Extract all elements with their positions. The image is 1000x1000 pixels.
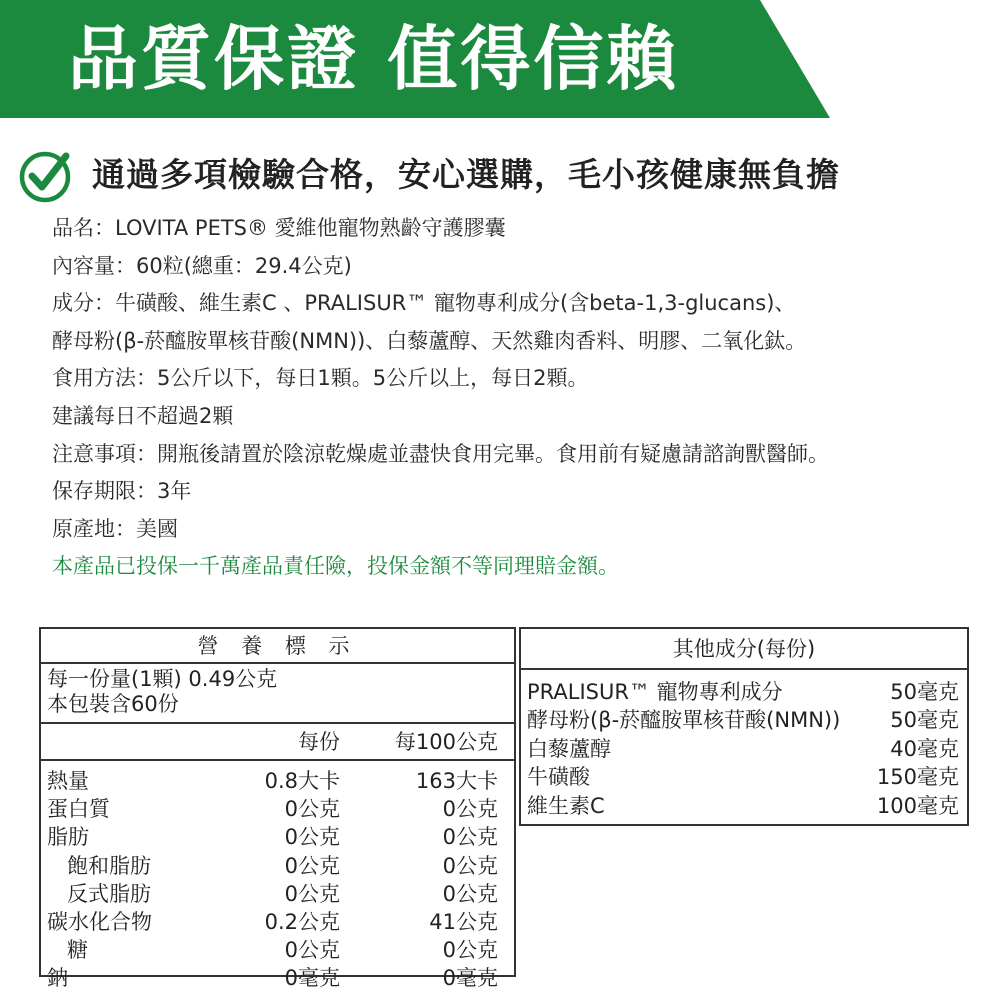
nutrition-row xyxy=(41,795,514,823)
col-per-100g: 每100公克 xyxy=(394,730,498,754)
other-ingredients-title: 其他成分(每份) xyxy=(521,629,967,670)
col-per-serving: 每份 xyxy=(298,730,340,754)
ingredient-row xyxy=(521,735,967,763)
per-serving-value: 0公克 xyxy=(284,797,340,822)
nutrition-row xyxy=(41,823,514,851)
nutrient-name: 熱量 xyxy=(47,769,89,793)
ingredient-amount: 50毫克 xyxy=(890,708,959,733)
daily-limit: 建議每日不超過2顆 xyxy=(52,403,234,428)
ingredients-line-1: 成分：牛磺酸、維生素C 、PRALISUR™ 寵物專利成分(含beta-1,3-glucans)、 xyxy=(52,291,796,316)
ingredient-name: 維生素C xyxy=(527,793,605,818)
nutrition-column-headers xyxy=(41,724,514,761)
insurance-note: 本產品已投保一千萬產品責任險，投保金額不等同理賠金額。 xyxy=(52,554,619,579)
per-100g-value: 0公克 xyxy=(442,853,498,878)
ingredient-amount: 50毫克 xyxy=(890,680,959,704)
nutrition-row xyxy=(41,852,514,880)
nutrition-row xyxy=(41,880,514,908)
ingredient-row xyxy=(521,763,967,791)
per-serving-value: 0公克 xyxy=(284,938,340,963)
nutrient-name: 飽和脂肪 xyxy=(67,853,151,878)
nutrition-row xyxy=(41,964,514,992)
other-ingredients-table xyxy=(519,627,969,826)
shelf-life: 保存期限：3年 xyxy=(52,479,192,504)
ingredient-name: PRALISUR™ 寵物專利成分 xyxy=(527,680,783,704)
nutrient-name: 鈉 xyxy=(47,966,68,991)
headline: 通過多項檢驗合格，安心選購，毛小孩健康無負擔 xyxy=(92,155,840,194)
per-100g-value: 0公克 xyxy=(442,797,498,822)
ingredient-amount: 150毫克 xyxy=(876,765,959,790)
per-100g-value: 163大卡 xyxy=(415,769,498,793)
nutrient-name: 蛋白質 xyxy=(47,797,110,822)
per-serving-value: 0.8大卡 xyxy=(264,769,340,793)
per-100g-value: 0公克 xyxy=(442,938,498,963)
banner-title: 品質保證 值得信賴 xyxy=(68,18,680,100)
nutrition-facts-table xyxy=(39,627,516,991)
origin: 原產地：美國 xyxy=(52,516,178,541)
per-serving-value: 0.2公克 xyxy=(264,909,340,934)
nutrient-name: 反式脂肪 xyxy=(67,881,151,906)
nutrient-name: 脂肪 xyxy=(47,825,89,850)
per-serving-value: 0公克 xyxy=(284,853,340,878)
nutrition-row xyxy=(41,767,514,795)
per-100g-value: 41公克 xyxy=(429,909,498,934)
per-serving-value: 0公克 xyxy=(284,825,340,850)
nutrient-name: 碳水化合物 xyxy=(47,909,152,934)
ingredient-name: 酵母粉(β-菸醯胺單核苷酸(NMN)) xyxy=(527,708,841,733)
precautions: 注意事項：開瓶後請置於陰涼乾燥處並盡快食用完畢。食用前有疑慮請諮詢獸醫師。 xyxy=(52,441,829,466)
per-100g-value: 0毫克 xyxy=(442,966,498,991)
nutrition-row xyxy=(41,936,514,964)
per-100g-value: 0公克 xyxy=(442,825,498,850)
nutrition-row xyxy=(41,908,514,936)
nutrient-name: 糖 xyxy=(67,938,88,963)
ingredients-line-2: 酵母粉(β-菸醯胺單核苷酸(NMN))、白藜蘆醇、天然雞肉香料、明膠、二氧化鈦。 xyxy=(52,328,807,353)
product-name: 品名：LOVITA PETS® 愛維他寵物熟齡守護膠囊 xyxy=(52,216,506,240)
ingredient-row xyxy=(521,706,967,734)
servings-per-pack: 本包裝含60份 xyxy=(47,692,179,716)
check-circle-icon xyxy=(18,148,74,204)
ingredient-amount: 40毫克 xyxy=(890,736,959,761)
per-serving-value: 0公克 xyxy=(284,881,340,906)
serving-info xyxy=(41,664,514,724)
serving-size: 每一份量(1顆) 0.49公克 xyxy=(47,667,278,691)
usage: 食用方法：5公斤以下，每日1顆。5公斤以上，每日2顆。 xyxy=(52,366,589,391)
ingredient-amount: 100毫克 xyxy=(876,793,959,818)
ingredient-row xyxy=(521,678,967,706)
nutrition-title: 營 養 標 示 xyxy=(41,629,514,664)
net-content: 內容量：60粒(總重：29.4公克) xyxy=(52,253,352,278)
ingredient-name: 牛磺酸 xyxy=(527,765,590,790)
per-100g-value: 0公克 xyxy=(442,881,498,906)
per-serving-value: 0毫克 xyxy=(284,966,340,991)
product-info xyxy=(52,210,992,586)
ingredient-name: 白藜蘆醇 xyxy=(527,736,611,761)
ingredient-row xyxy=(521,792,967,820)
